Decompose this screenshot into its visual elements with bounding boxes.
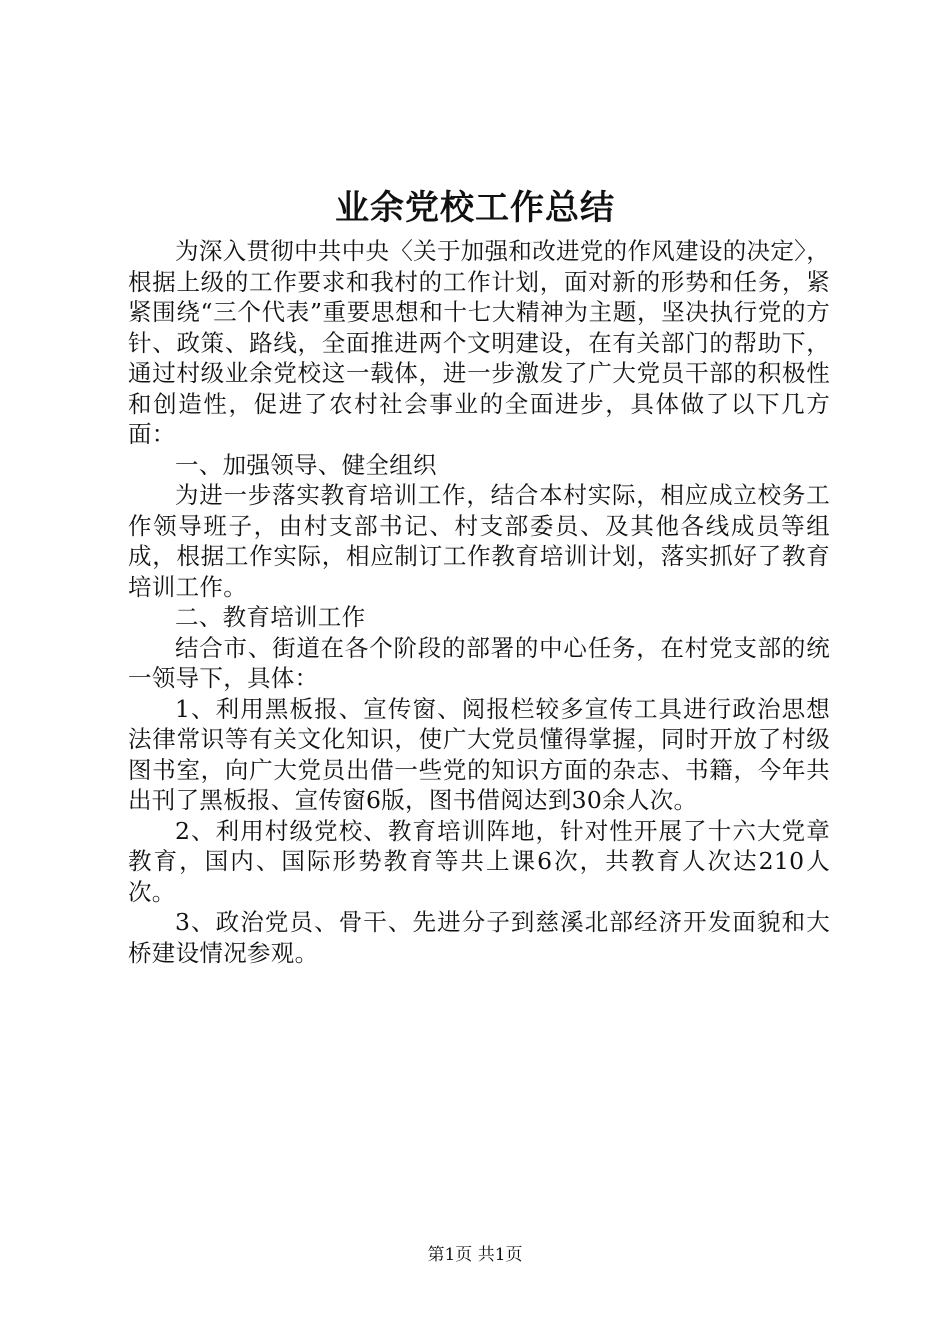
list-item-3: 3、政治党员、骨干、先进分子到慈溪北部经济开发面貌和大桥建设情况参观。 xyxy=(128,908,830,967)
section-heading-2: 二、教育培训工作 xyxy=(175,603,366,631)
section-1-paragraph: 为进一步落实教育培训工作，结合本村实际，相应成立校务工作领导班子，由村支部书记、村支部委员、及其他各线成员等组成，根据工作实际，相应制订工作教育培训计划，落实抓好了教育培训工作。 xyxy=(128,481,830,601)
list-item-2: 2、利用村级党校、教育培训阵地，针对性开展了十六大党章教育，国内、国际形势教育等共上课6次，共教育人次达210人次。 xyxy=(128,816,830,906)
section-heading-1: 一、加强领导、健全组织 xyxy=(175,450,437,479)
page-number-footer: 第1页 共1页 xyxy=(427,1245,523,1265)
intro-paragraph: 为深入贯彻中共中央〈关于加强和改进党的作风建设的决定〉，根据上级的工作要求和我村的工作计划，面对新的形势和任务，紧紧围绕“三个代表”重要思想和十七大精神为主题，坚决执行党的方针、政策、路线，全面推进两个文明建设，在有关部门的帮助下，通过村级业余党校这一载体，进一步激发了广大党员干部的积极性和创造性，促进了农村社会事业的全面进步，具体做了以下几方面： xyxy=(128,237,830,448)
document-body xyxy=(128,236,830,968)
section-2-intro-paragraph: 结合市、街道在各个阶段的部署的中心任务，在村党支部的统一领导下，具体： xyxy=(128,633,830,692)
list-item-1: 1、利用黑板报、宣传窗、阅报栏较多宣传工具进行政治思想法律常识等有关文化知识，使广大党员懂得掌握，同时开放了村级图书室，向广大党员出借一些党的知识方面的杂志、书籍，今年共出刊了黑板报、宣传窗6版，图书借阅达到30余人次。 xyxy=(128,694,830,814)
document-title: 业余党校工作总结 xyxy=(335,188,615,228)
